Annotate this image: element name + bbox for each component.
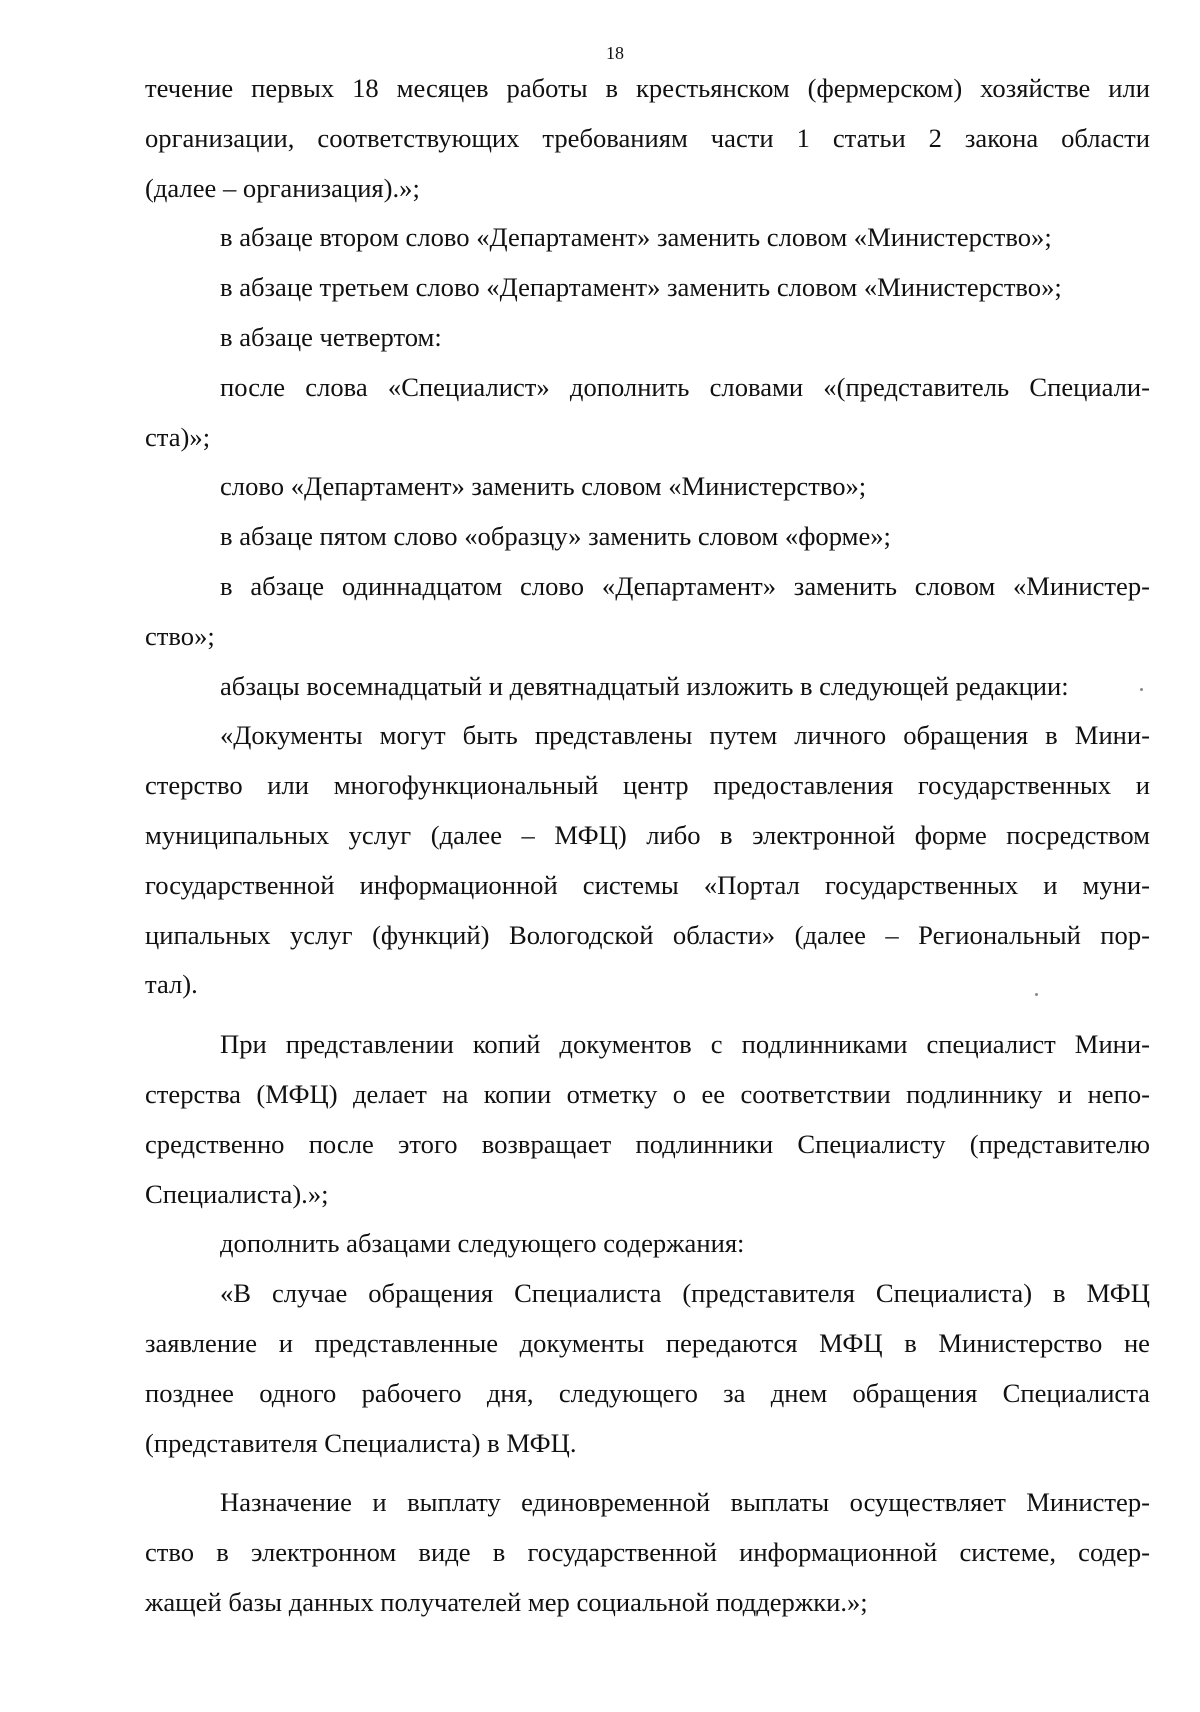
text-line: организации, соответствующих требованиям части 1 статьи 2 закона области bbox=[145, 122, 1150, 153]
text-line: государственной информационной системы «Портал государственных и муни- bbox=[145, 869, 1150, 900]
text-line: в абзаце одиннадцатом слово «Департамент» заменить словом «Министер- bbox=[220, 570, 1150, 601]
text-line: после слова «Специалист» дополнить словами «(представитель Специали- bbox=[220, 371, 1150, 402]
text-line: «В случае обращения Специалиста (представителя Специалиста) в МФЦ bbox=[220, 1278, 1150, 1309]
text-line: в абзаце пятом слово «образцу» заменить словом «форме»; bbox=[220, 521, 891, 552]
text-line: жащей базы данных получателей мер социальной поддержки.»; bbox=[145, 1586, 868, 1617]
text-line: Специалиста).»; bbox=[145, 1178, 329, 1209]
text-line: средственно после этого возвращает подлинники Специалисту (представителю bbox=[145, 1128, 1150, 1159]
text-line: тал). bbox=[145, 969, 198, 1000]
text-line: в абзаце втором слово «Департамент» заменить словом «Министерство»; bbox=[220, 222, 1052, 253]
text-line: При представлении копий документов с подлинниками специалист Мини- bbox=[220, 1029, 1150, 1060]
scan-speck bbox=[1140, 688, 1143, 691]
text-line: ста)»; bbox=[145, 421, 211, 452]
paragraph-gap bbox=[145, 1468, 1150, 1478]
text-line: дополнить абзацами следующего содержания: bbox=[220, 1228, 745, 1259]
document-body bbox=[145, 64, 1150, 1628]
text-line: ство в электронном виде в государственной информационной системе, содер- bbox=[145, 1537, 1150, 1568]
paragraph-gap bbox=[145, 1010, 1150, 1020]
text-line: стерства (МФЦ) делает на копии отметку о ее соответствии подлиннику и непо- bbox=[145, 1078, 1150, 1109]
text-line: ципальных услуг (функций) Вологодской области» (далее – Региональный пор- bbox=[145, 919, 1150, 950]
scan-speck bbox=[1035, 993, 1038, 996]
text-line: позднее одного рабочего дня, следующего за днем обращения Специалиста bbox=[145, 1377, 1150, 1408]
text-line: заявление и представленные документы передаются МФЦ в Министерство не bbox=[145, 1327, 1150, 1358]
text-line: (представителя Специалиста) в МФЦ. bbox=[145, 1427, 577, 1458]
text-line: (далее – организация).»; bbox=[145, 172, 420, 203]
text-line: «Документы могут быть представлены путем личного обращения в Мини- bbox=[220, 720, 1150, 751]
text-line: слово «Департамент» заменить словом «Министерство»; bbox=[220, 471, 867, 502]
text-line: в абзаце четвертом: bbox=[220, 321, 442, 352]
text-line: в абзаце третьем слово «Департамент» заменить словом «Министерство»; bbox=[220, 272, 1062, 303]
text-line: Назначение и выплату единовременной выплаты осуществляет Министер- bbox=[220, 1487, 1150, 1518]
text-line: ство»; bbox=[145, 620, 215, 651]
text-line: муниципальных услуг (далее – МФЦ) либо в электронной форме посредством bbox=[145, 819, 1150, 850]
text-line: течение первых 18 месяцев работы в крестьянском (фермерском) хозяйстве или bbox=[145, 73, 1150, 103]
text-line: стерство или многофункциональный центр предоставления государственных и bbox=[145, 770, 1150, 801]
text-line: абзацы восемнадцатый и девятнадцатый изложить в следующей редакции: bbox=[220, 670, 1069, 701]
page-number: 18 bbox=[606, 43, 624, 63]
